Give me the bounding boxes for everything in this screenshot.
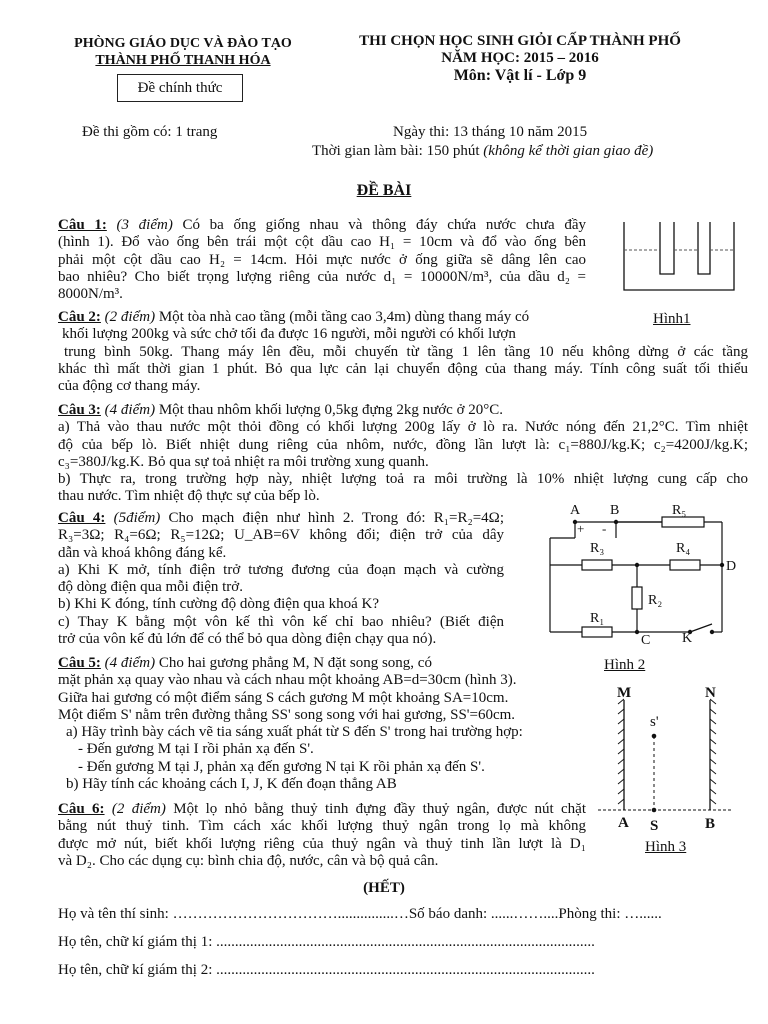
q2-line: khác thì mất thời gian 1 phút. Bỏ qua lực cản lại chuyển động của thang máy. Tính công suất tối thiểu — [58, 360, 748, 377]
q4-line: độ dòng điện qua mỗi điện trở. — [58, 579, 243, 596]
question-3 — [58, 402, 748, 506]
question-1 — [58, 217, 586, 303]
q3-line: c₃=380J/kg.K. Bỏ qua sự toả nhiệt ra môi trường xung quanh. — [58, 453, 429, 470]
q1-line: bao nhiêu? Cho biết trọng lượng riêng của nước d₁ = 10000N/m³, của dầu d₂ = — [58, 268, 586, 285]
circuit-label-r1: R₁ — [590, 611, 605, 626]
q6-line: Một lọ nhỏ bằng thuỷ tinh đựng đầy thuỷ ngân, được nút chặt — [173, 801, 587, 817]
q5-label: Câu 5: — [58, 655, 101, 671]
figure-3-mirrors — [590, 680, 740, 840]
q3-line: độ của bếp lò. Biết nhiệt dung riêng của nhôm, nước, đồng lần lượt là: c₁=880J/kg.K; c₂=4200J/kg.K; — [58, 436, 748, 453]
circuit-label-c: C — [641, 633, 651, 648]
duration-note: (không kể thời gian giao đề) — [483, 143, 654, 159]
q6-points: (2 điểm) — [111, 801, 166, 817]
supervisor-2-line: Họ tên, chữ kí giám thị 2: ..................................................................................................... — [58, 962, 595, 978]
q4-label: Câu 4: — [58, 510, 106, 526]
circuit-label-r4: R₄ — [676, 541, 691, 556]
q5-line: Cho hai gương phẳng M, N đặt song song, có — [158, 655, 432, 671]
q6-line: được mở nút, biết khối lượng riêng của thuỷ ngân và thuỷ tinh lần lượt là D₁ — [58, 835, 586, 852]
circuit-label-r5: R₅ — [672, 503, 687, 518]
candidate-info-line: Họ và tên thí sinh: ……………………………...............…Số báo danh: ......……....Phòng thi: …...... — [58, 906, 662, 922]
dept-line1: PHÒNG GIÁO DỤC VÀ ĐÀO TẠO — [74, 36, 292, 51]
question-4 — [58, 510, 504, 648]
q4-line: dẫn và khoá không đáng kể. — [58, 544, 227, 561]
exam-duration — [312, 143, 653, 161]
exam-date: Ngày thi: 13 tháng 10 năm 2015 — [393, 124, 588, 140]
q1-points: (3 điểm) — [116, 217, 173, 233]
q1-line: phải một cột dầu cao H₂ = 14cm. Hỏi mực nước ở ống giữa sẽ dâng lên cao — [58, 251, 586, 268]
circuit-label-plus: + — [577, 521, 585, 536]
q2-line: Một tòa nhà cao tầng (mỗi tầng cao 3,4m) dùng thang máy có — [158, 309, 530, 325]
page-count: Đề thi gồm có: 1 trang — [82, 124, 218, 140]
q5-line: mặt phản xạ quay vào nhau và cách nhau một khoảng AB=d=30cm (hình 3). — [58, 672, 517, 689]
q1-line: 8000N/m³. — [58, 286, 123, 303]
circuit-label-r2: R₂ — [648, 593, 663, 608]
figure-2-caption: Hình 2 — [604, 657, 646, 673]
q6-line: bằng nút thuỷ tinh. Tìm cách xác khối lượng thuỷ ngân trong lọ mà không — [58, 818, 586, 835]
q4-line: Cho mạch điện như hình 2. Trong đó: R₁=R₂=4Ω; — [168, 510, 504, 526]
page-title: ĐỀ BÀI — [356, 182, 412, 199]
q1-line: (hình 1). Đổ vào ống bên trái một cột dầu cao H₁ = 10cm và đổ vào ống bên — [58, 234, 586, 251]
q5-line: b) Hãy tính các khoảng cách I, J, K đến đoạn thẳng AB — [66, 776, 397, 793]
q4-line: R₃=3Ω; R₄=6Ω; R₅=12Ω; U_AB=6V không đổi; điện trở của dây — [58, 527, 504, 544]
q5-line: Giữa hai gương có một điểm sáng S cách gương M một khoảng SA=10cm. — [58, 689, 509, 706]
circuit-label-r3: R₃ — [590, 541, 605, 556]
circuit-label-minus: - — [602, 521, 607, 536]
q5-line: - Đến gương M tại J, phản xạ đến gương N tại K rồi phản xạ đến S'. — [78, 758, 485, 775]
q3-label: Câu 3: — [58, 402, 101, 418]
point-label-s: S — [650, 818, 659, 834]
q6-line: và D₂. Cho các dụng cụ: bình chia độ, nước, cân và bộ quả cân. — [58, 852, 439, 869]
q4-line: b) Khi K đóng, tính cường độ dòng điện qua khoá K? — [58, 596, 380, 613]
circuit-label-b: B — [610, 503, 620, 518]
duration-text: Thời gian làm bài: 150 phút — [312, 143, 480, 159]
q3-line: thau nước. Tìm nhiệt độ thực sự của bếp lò. — [58, 488, 320, 505]
q5-line: Một điểm S' nằm trên đường thẳng SS' song song với hai gương, SS'=60cm. — [58, 706, 516, 723]
q3-line: b) Thực ra, trong trường hợp này, nhiệt lượng toả ra môi trường là 10% nhiệt lượng cung cấp cho — [58, 471, 748, 488]
circuit-label-d: D — [726, 559, 737, 574]
point-label-s-prime: s' — [650, 714, 659, 730]
q5-line: a) Hãy trình bày cách vẽ tia sáng xuất phát từ S đến S' trong hai trường hợp: — [66, 724, 523, 741]
official-badge: Đề chính thức — [117, 74, 243, 102]
point-label-a: A — [618, 815, 629, 831]
q3-line: Một thau nhôm khối lượng 0,5kg đựng 2kg nước ở 20°C. — [158, 402, 504, 418]
q4-line: a) Khi K mở, tính điện trở tương đương của đoạn mạch và cường — [58, 561, 504, 578]
q2-points: (2 điểm) — [104, 309, 156, 325]
question-5 — [58, 655, 598, 793]
question-2 — [58, 309, 748, 395]
exam-subject: Môn: Vật lí - Lớp 9 — [453, 67, 587, 84]
q2-line: trung bình 50kg. Thang máy lên đều, mỗi chuyến từ tầng 1 lên tầng 10 nếu không dừng ở các tầng — [64, 343, 748, 360]
q2-line: khối lượng 200kg và sức chở tối đa được 16 người, mỗi người có khối lượn — [62, 326, 516, 343]
mirror-label-n: N — [705, 685, 716, 701]
q5-line: - Đến gương M tại I rồi phản xạ đến S'. — [78, 741, 314, 758]
q4-line: c) Thay K bằng một vôn kế thì vôn kế chỉ bao nhiêu? (Biết điện — [58, 613, 504, 630]
q3-points: (4 điểm) — [104, 402, 156, 418]
figure-1 — [606, 214, 748, 306]
supervisor-1-line: Họ tên, chữ kí giám thị 1: ..................................................................................................... — [58, 934, 595, 950]
mirror-label-m: M — [617, 685, 632, 701]
dept-name — [52, 35, 314, 69]
dept-line2: THÀNH PHỐ THANH HÓA — [95, 53, 271, 68]
q5-points: (4 điểm) — [104, 655, 156, 671]
exam-title: THI CHỌN HỌC SINH GIỎI CẤP THÀNH PHỐ — [359, 33, 681, 49]
figure-3-caption: Hình 3 — [645, 839, 687, 855]
q1-line: Có ba ống giống nhau và thông đáy chứa nước chưa đầy — [182, 217, 587, 233]
q2-label: Câu 2: — [58, 309, 101, 325]
circuit-label-a: A — [570, 503, 581, 518]
point-label-b: B — [705, 816, 716, 832]
q3-line: a) Thả vào thau nước một thỏi đồng có khối lượng 200g lấy ở lò ra. Nước nóng đến 21,2°C. Tìm nhiệt — [58, 419, 748, 436]
q2-line: của động cơ thang máy. — [58, 378, 201, 395]
figure-1-caption: Hình1 — [653, 311, 691, 327]
figure-2-circuit — [540, 500, 762, 648]
circuit-label-k: K — [682, 631, 693, 646]
exam-year: NĂM HỌC: 2015 – 2016 — [441, 50, 599, 66]
question-6 — [58, 801, 586, 870]
q4-points: (5điểm) — [113, 510, 161, 526]
q1-label: Câu 1: — [58, 217, 107, 233]
end-mark: (HẾT) — [363, 880, 405, 896]
exam-heading — [330, 33, 710, 84]
q6-label: Câu 6: — [58, 801, 105, 817]
q4-line: trở của vôn kế đủ lớn để có thể bỏ qua dòng điện chạy qua nó). — [58, 631, 437, 648]
